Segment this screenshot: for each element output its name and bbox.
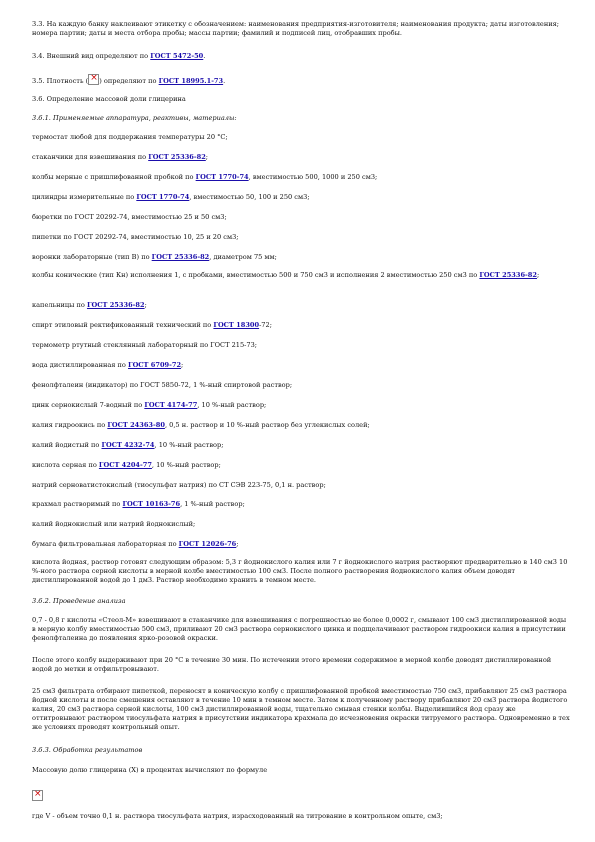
section-heading: 3.6. Определение массовой доли глицерина	[32, 95, 186, 103]
list-item: цилиндры измерительные по ГОСТ 1770-74, вместимостью 50, 100 и 250 см3;	[32, 193, 310, 201]
paragraph-density: 3.5. Плотность (× ) определяют по ГОСТ 18995.1-73.	[32, 74, 570, 86]
gost-link[interactable]: ГОСТ 25336-82	[479, 271, 537, 279]
paragraph-appearance: 3.4. Внешний вид определяют по ГОСТ 5472-50.	[32, 52, 206, 60]
gost-link[interactable]: ГОСТ 25336-82	[148, 153, 206, 161]
gost-link[interactable]: ГОСТ 4232-74	[101, 441, 155, 449]
paragraph-procedure: После этого колбу выдерживают при 20 °С в течение 30 мин. По истечении этого времени содержимое в мерной колбе доводят дистиллированной водой до метки и отфильтровывают.	[32, 656, 552, 673]
list-item: пипетки по ГОСТ 20292-74, вместимостью 10, 25 и 20 см3;	[32, 233, 239, 241]
subsection-heading: 3.6.3. Обработка результатов	[32, 746, 143, 754]
list-item: колбы мерные с пришлифованной пробкой по ГОСТ 1770-74, вместимостью 500, 1000 и 250 см3;	[32, 173, 378, 181]
gost-link[interactable]: ГОСТ 12026-76	[178, 540, 237, 548]
paragraph-labeling: 3.3. На каждую банку наклеивают этикетку с обозначением: наименования предприятия-изготовителя; наименования продукта; даты изготовления; номера партии; даты и места отбора пробы; массы партии; фамилий и подписей лиц, отобравших пробы.	[32, 20, 560, 37]
list-item: бюретки по ГОСТ 20292-74, вместимостью 25 и 50 см3;	[32, 213, 227, 221]
gost-link[interactable]: ГОСТ 18995.1-73	[158, 77, 224, 85]
paragraph-reagent-prep: кислота йодная, раствор готовят следующим образом: 5,3 г йоднокислого калия или 7 г йоднокислого натрия растворяют предварительно в 140 см3 10 %-ного раствора серной кислоты в мерной колбе вместимостью 100 см3. После полного растворения йоднокислого калия объем доводят дистиллированной водой до 1 дм3. Раствор необходимо хранить в темном месте.	[32, 558, 568, 584]
list-item: калий йодистый по ГОСТ 4232-74, 10 %-ный раствор;	[32, 441, 224, 449]
list-item: колбы конические (тип Кн) исполнения 1, с пробками, вместимостью 500 и 750 см3 и исполнения 2 вместимостью 250 см3 по ГОСТ 25336-82;	[32, 271, 540, 279]
gost-link[interactable]: ГОСТ 4174-77	[144, 401, 198, 409]
gost-link[interactable]: ГОСТ 18300	[213, 321, 260, 329]
subsection-heading: 3.6.1. Применяемые аппаратура, реактивы, материалы:	[32, 114, 237, 122]
paragraph-procedure: 25 см3 фильтрата отбирают пипеткой, переносят в коническую колбу с пришлифованной пробкой вместимостью 750 см3, прибавляют 25 см3 раствора йодной кислоты и после смешения оставляют в течение 10 мин в темном месте. Затем к полученному раствору прибавляют 20 см3 раствора йодистого калия, 20 см3 раствора серной кислоты, 100 см3 дистиллированной воды, тщательно смывая стенки колбы. Выделившийся йод сразу же оттитровывают раствором тиосульфата натрия в присутствии индикатора крахмала до исчезновения окраски титруемого раствора. Одновременно в тех же условиях проводят контрольный опыт.	[32, 687, 570, 731]
paragraph-formula-intro: Массовую долю глицерина (X) в процентах вычисляют по формуле	[32, 766, 268, 774]
list-item: термостат любой для поддержания температуры 20 °С;	[32, 133, 228, 141]
list-item: воронки лабораторные (тип В) по ГОСТ 25336-82, диаметром 75 мм;	[32, 253, 277, 261]
subsection-heading: 3.6.2. Проведение анализа	[32, 597, 126, 605]
list-item: натрий серноватистокислый (тиосульфат натрия) по СТ СЭВ 223-75, 0,1 н. раствор;	[32, 481, 326, 489]
gost-link[interactable]: ГОСТ 4204-77	[98, 461, 152, 469]
paragraph-procedure: 0,7 - 0,8 г кислоты «Стеол-М» взвешивают в стаканчике для взвешивания с погрешностью не более 0,0002 г, смывают 100 см3 дистиллированной воды в мерную колбу вместимостью 500 см3, приливают 20 см3 раствора сернокислого цинка и подщелачивают раствором гидроокиси калия в присутствии фенолфталеина до появления ярко-розовой окраски.	[32, 616, 567, 642]
list-item: спирт этиловый ректификованный технический по ГОСТ 18300-72;	[32, 321, 272, 329]
gost-link[interactable]: ГОСТ 1770-74	[195, 173, 249, 181]
gost-link[interactable]: ГОСТ 5472-50	[150, 52, 204, 60]
list-item: крахмал растворимый по ГОСТ 10163-76, 1 %-ный раствор;	[32, 500, 245, 508]
list-item: фенолфталеин (индикатор) по ГОСТ 5850-72, 1 %-ный спиртовой раствор;	[32, 381, 293, 389]
paragraph-variables: где V - объем точно 0,1 н. раствора тиосульфата натрия, израсходованный на титрование в контрольном опыте, см3;	[32, 812, 443, 820]
list-item: калия гидроокись по ГОСТ 24363-80, 0,5 н. раствор и 10 %-ный раствор без углекислых солей;	[32, 421, 370, 429]
list-item: бумага фильтровальная лабораторная по ГОСТ 12026-76;	[32, 540, 239, 548]
list-item: вода дистиллированная по ГОСТ 6709-72;	[32, 361, 184, 369]
list-item: термометр ртутный стеклянный лабораторный по ГОСТ 215-73;	[32, 341, 258, 349]
gost-link[interactable]: ГОСТ 1770-74	[136, 193, 190, 201]
gost-link[interactable]: ГОСТ 10163-76	[122, 500, 181, 508]
broken-image-icon	[88, 74, 99, 85]
gost-link[interactable]: ГОСТ 25336-82	[151, 253, 210, 261]
gost-link[interactable]: ГОСТ 25336-82	[86, 301, 145, 309]
gost-link[interactable]: ГОСТ 6709-72	[128, 361, 182, 369]
list-item: капельницы по ГОСТ 25336-82;	[32, 301, 147, 309]
list-item: кислота серная по ГОСТ 4204-77, 10 %-ный раствор;	[32, 461, 221, 469]
list-item: калий йоднокислый или натрий йоднокислый;	[32, 520, 196, 528]
list-item: стаканчики для взвешивания по ГОСТ 25336-82;	[32, 153, 209, 161]
gost-link[interactable]: ГОСТ 24363-80	[107, 421, 165, 429]
list-item: цинк сернокислый 7-водный по ГОСТ 4174-77, 10 %-ный раствор;	[32, 401, 267, 409]
broken-image-icon	[32, 790, 43, 801]
